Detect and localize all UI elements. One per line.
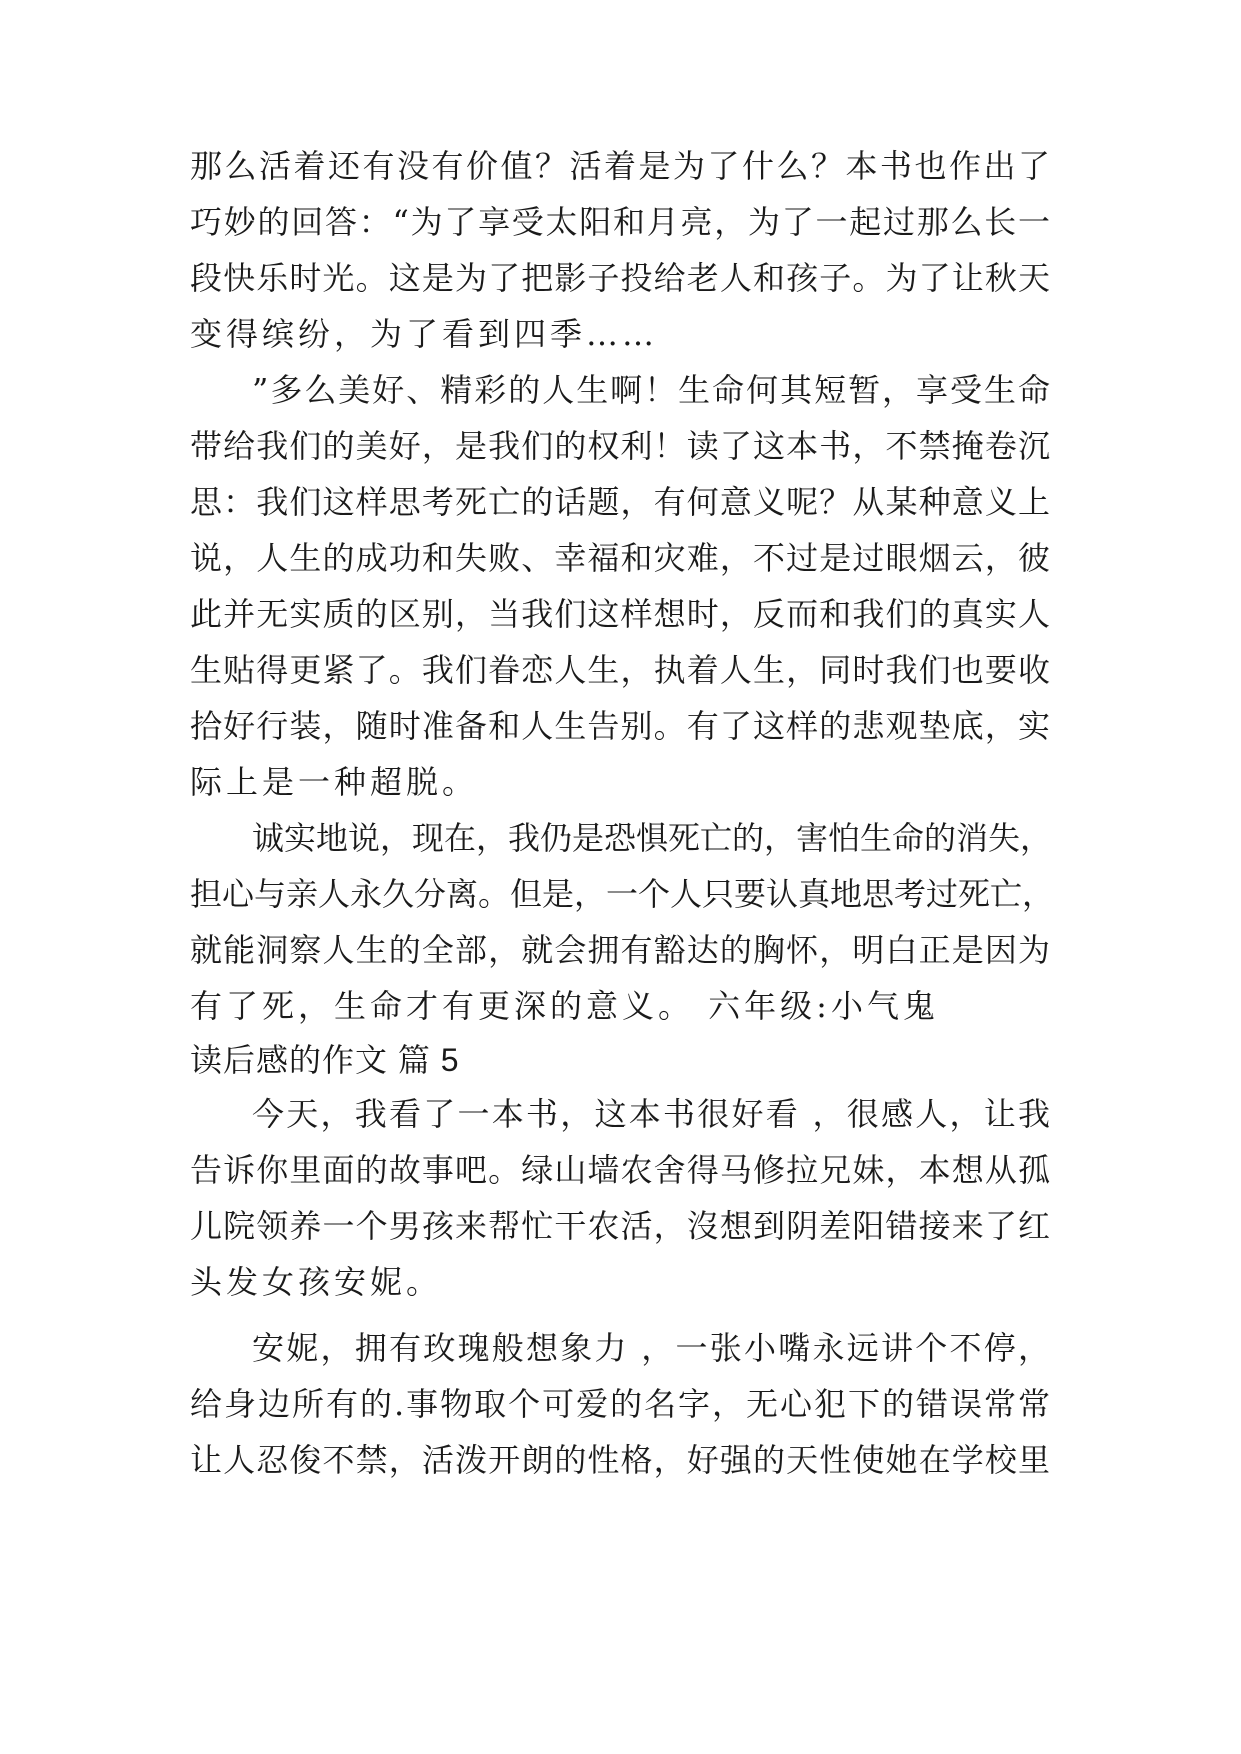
paragraph-line: 今天，我看了一本书，这本书很好看 ，很感人，让我 — [252, 1095, 1050, 1133]
paragraph-line: 安妮，拥有玫瑰般想象力 ，一张小嘴永远讲个不停， — [252, 1329, 1050, 1367]
paragraph-line: 拾好行装，随时准备和人生告别。有了这样的悲观垫底，实 — [190, 707, 1050, 745]
paragraph-line: 让人忍俊不禁，活泼开朗的性格，好强的天性使她在学校里 — [190, 1441, 1050, 1479]
paragraph-line: 担心与亲人永久分离。但是，一个人只要认真地思考过死亡， — [190, 875, 1055, 913]
paragraph-line: 段快乐时光。这是为了把影子投给老人和孩子。为了让秋天 — [190, 259, 1050, 297]
paragraph-line: 生贴得更紧了。我们眷恋人生，执着人生，同时我们也要收 — [190, 651, 1050, 689]
paragraph-line: 那么活着还有没有价值？活着是为了什么？本书也作出了 — [190, 147, 1050, 185]
paragraph-line: 有了死，生命才有更深的意义。 六年级:小气鬼 — [190, 987, 939, 1025]
paragraph-line: 带给我们的美好，是我们的权利！读了这本书，不禁掩卷沉 — [190, 427, 1050, 465]
paragraph-line: 告诉你里面的故事吧。绿山墙农舍得马修拉兄妹，本想从孤 — [190, 1151, 1050, 1189]
paragraph-line: ”多么美好、精彩的人生啊！生命何其短暂，享受生命 — [252, 371, 1050, 409]
paragraph-line: 巧妙的回答：“为了享受太阳和月亮，为了一起过那么长一 — [190, 203, 1050, 241]
paragraph-line: 此并无实质的区别，当我们这样想时，反而和我们的真实人 — [190, 595, 1050, 633]
paragraph-line: 变得缤纷，为了看到四季…… — [190, 315, 659, 353]
paragraph-line: 就能洞察人生的全部，就会拥有豁达的胸怀，明白正是因为 — [190, 931, 1050, 969]
paragraph-line: 思：我们这样思考死亡的话题，有何意义呢？从某种意义上 — [190, 483, 1050, 521]
paragraph-line: 际上是一种超脱。 — [190, 763, 479, 801]
paragraph-line: 说，人生的成功和失败、幸福和灾难，不过是过眼烟云，彼 — [190, 539, 1050, 577]
paragraph-line: 诚实地说，现在，我仍是恐惧死亡的，害怕生命的消失， — [252, 819, 1053, 857]
paragraph-line: 给身边所有的.事物取个可爱的名字，无心犯下的错误常常 — [190, 1385, 1050, 1423]
section-heading: 读后感的作文 篇 5 — [190, 1042, 460, 1078]
paragraph-line: 头发女孩安妮。 — [190, 1263, 443, 1301]
paragraph-line: 儿院领养一个男孩来帮忙干农活，沒想到阴差阳错接来了红 — [190, 1207, 1050, 1245]
